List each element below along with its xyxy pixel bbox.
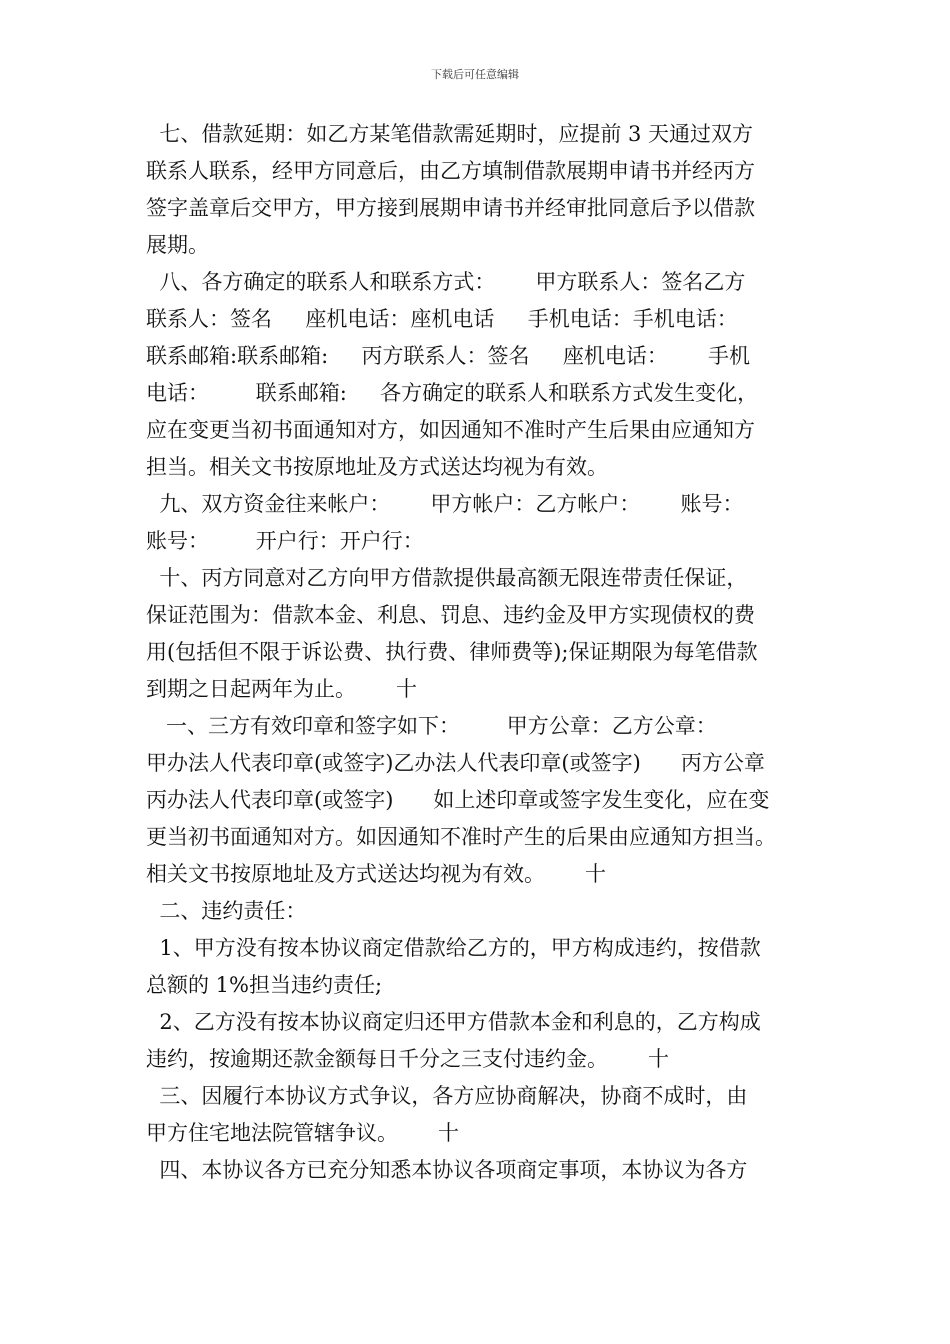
text-line: 甲方住宅地法院管辖争议。 十 — [146, 1121, 460, 1145]
text-line: 七、借款延期：如乙方某笔借款需延期时，应提前 3 天通过双方 — [146, 122, 754, 146]
text-line: 二、违约责任： — [146, 899, 307, 923]
text-line: 展期。 — [146, 233, 209, 257]
text-line: 1、甲方没有按本协议商定借款给乙方的，甲方构成违约，按借款 — [146, 936, 761, 960]
text-line: 电话： 联系邮箱: 各方确定的联系人和联系方式发生变化， — [146, 381, 759, 405]
text-line: 到期之日起两年为止。 十 — [146, 677, 418, 701]
text-line: 违约，按逾期还款金额每日千分之三支付违约金。 十 — [146, 1047, 670, 1071]
text-line: 账号： 开户行：开户行： — [146, 529, 424, 553]
text-line: 九、双方资金往来帐户： 甲方帐户：乙方帐户： 账号： — [146, 492, 744, 516]
text-line: 总额的 1%担当违约责任; — [146, 973, 383, 997]
page-header: 下载后可任意编辑 — [431, 68, 519, 81]
text-line: 更当初书面通知对方。如因通知不准时产生的后果由应通知方担当。 — [146, 825, 776, 849]
text-line: 一、三方有效印章和签字如下： 甲方公章：乙方公章： — [146, 714, 717, 738]
text-line: 八、各方确定的联系人和联系方式： 甲方联系人：签名乙方 — [146, 270, 746, 294]
text-line: 担当。相关文书按原地址及方式送达均视为有效。 — [146, 455, 608, 479]
text-line: 联系人联系，经甲方同意后，由乙方填制借款展期申请书并经丙方 — [146, 159, 755, 183]
text-line: 保证范围为：借款本金、利息、罚息、违约金及甲方实现债权的费 — [146, 603, 755, 627]
text-line: 应在变更当初书面通知对方，如因通知不准时产生后果由应通知方 — [146, 418, 755, 442]
document-body — [146, 116, 826, 1189]
text-line: 联系人：签名 座机电话：座机电话 手机电话：手机电话： — [146, 307, 738, 331]
text-line: 相关文书按原地址及方式送达均视为有效。 十 — [146, 862, 607, 886]
text-line: 丙办法人代表印章(或签字) 如上述印章或签字发生变化，应在变 — [146, 788, 770, 812]
text-line: 甲办法人代表印章(或签字)乙办法人代表印章(或签字) 丙方公章 — [146, 751, 765, 775]
text-line: 三、因履行本协议方式争议，各方应协商解决，协商不成时，由 — [146, 1084, 748, 1108]
text-line: 用(包括但不限于诉讼费、执行费、律师费等);保证期限为每笔借款 — [146, 640, 758, 664]
text-line: 签字盖章后交甲方，甲方接到展期申请书并经审批同意后予以借款 — [146, 196, 755, 220]
text-line: 联系邮箱:联系邮箱: 丙方联系人：签名 座机电话： 手机 — [146, 344, 750, 368]
text-line: 四、本协议各方已充分知悉本协议各项商定事项，本协议为各方 — [146, 1158, 748, 1182]
text-line: 2、乙方没有按本协议商定归还甲方借款本金和利息的，乙方构成 — [146, 1010, 761, 1034]
text-line: 十、丙方同意对乙方向甲方借款提供最高额无限连带责任保证， — [146, 566, 748, 590]
